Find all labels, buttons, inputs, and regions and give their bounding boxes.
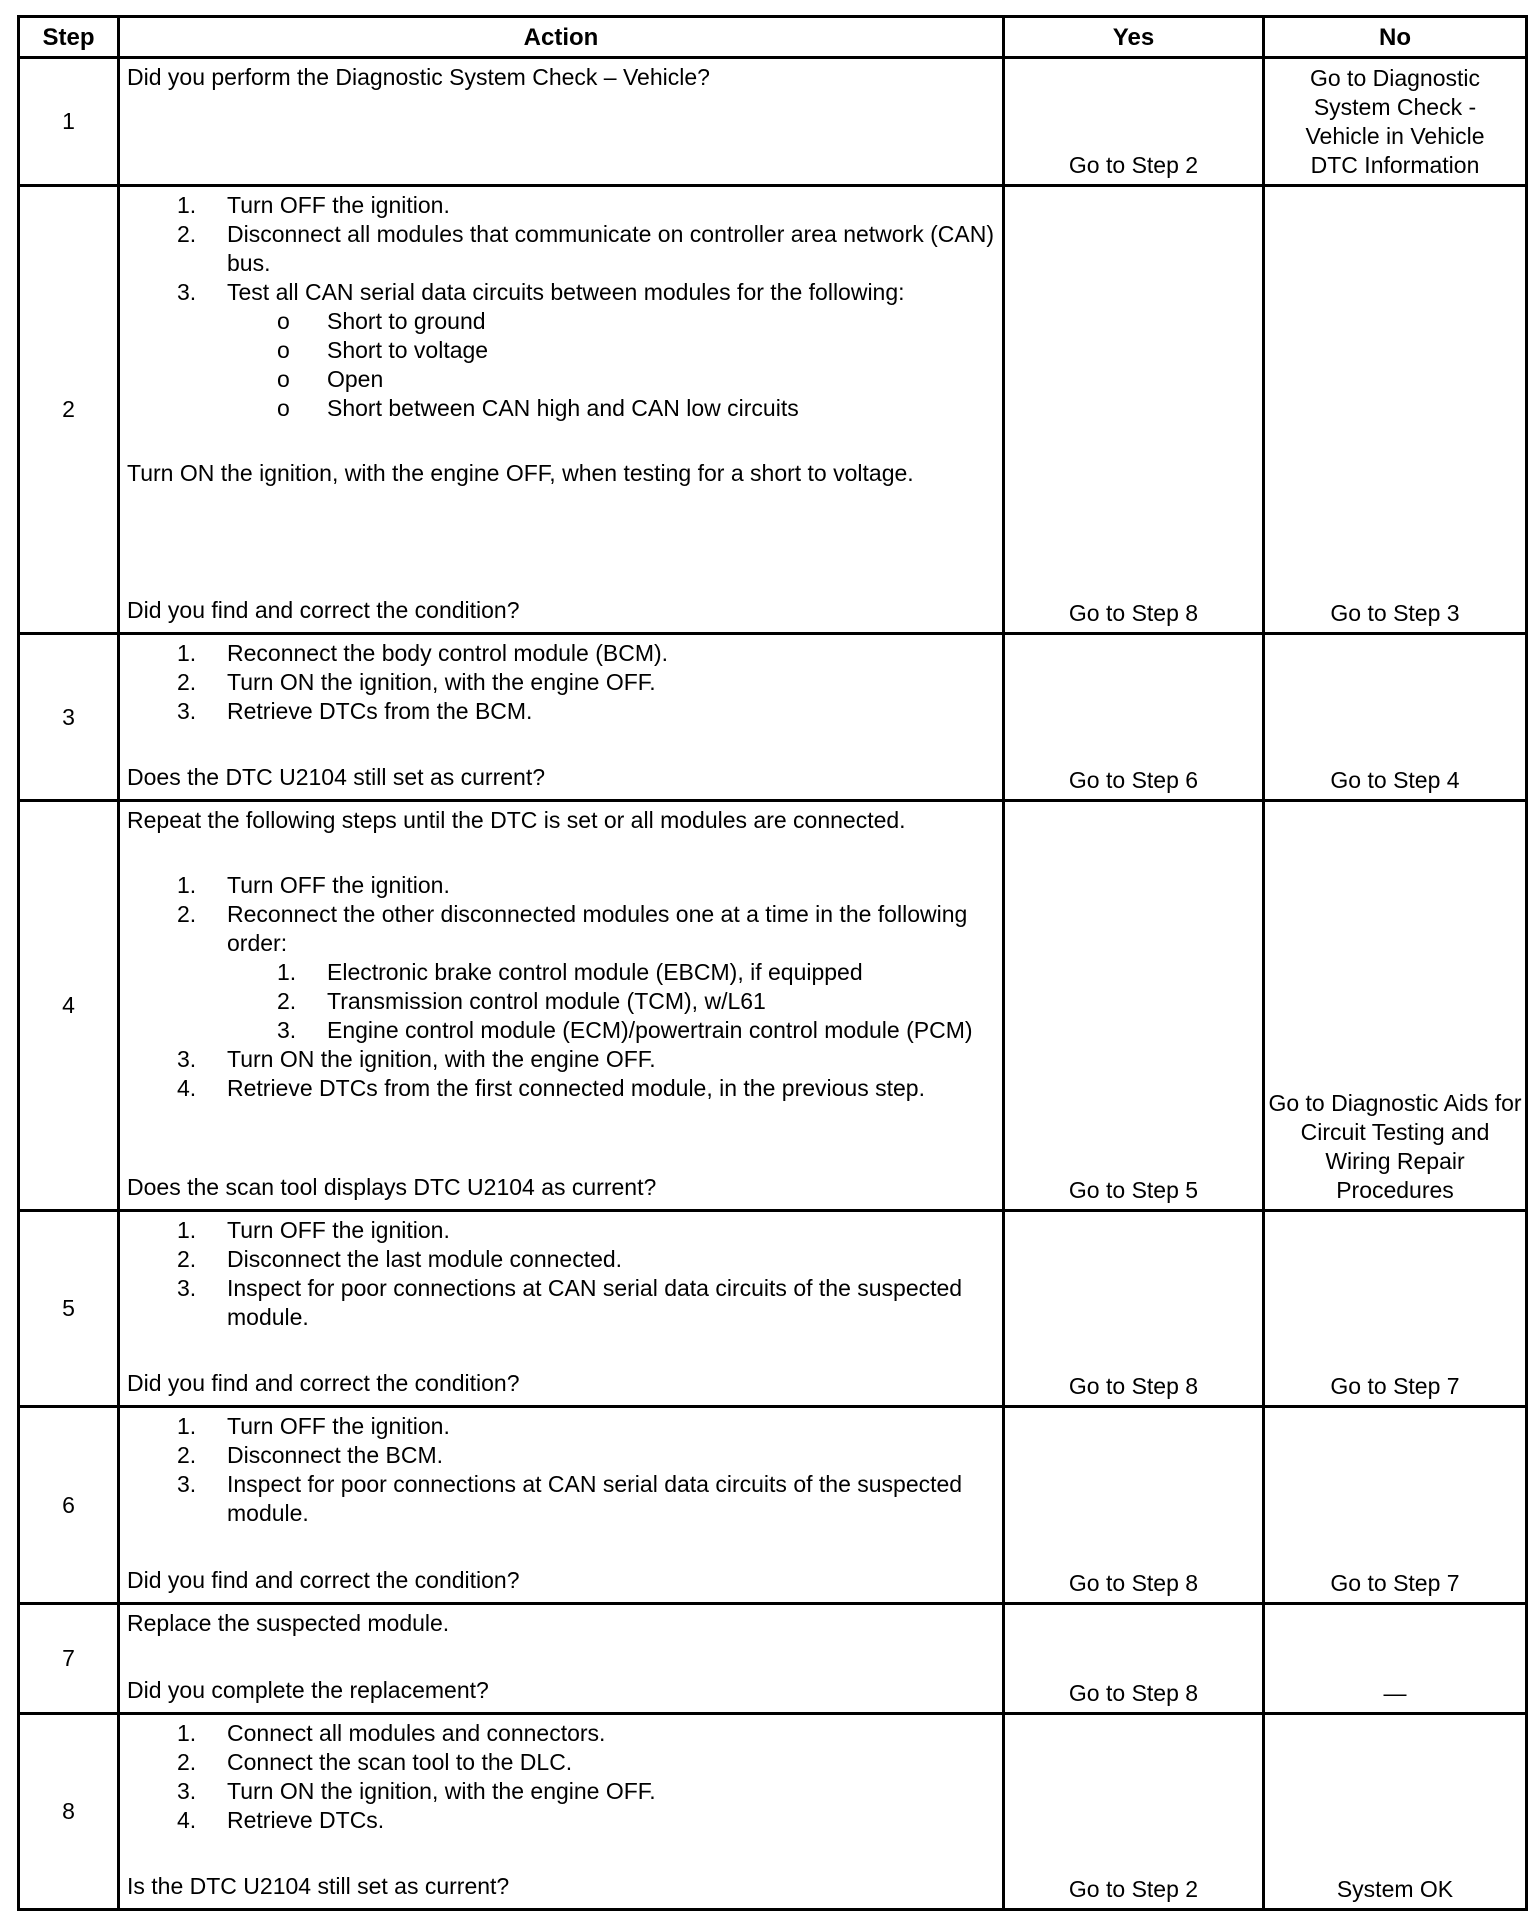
yes-cell: Go to Step 2	[1004, 58, 1264, 186]
list-item: 2. Turn ON the ignition, with the engine OFF.	[177, 669, 656, 695]
list-item: 1. Connect all modules and connectors.	[177, 1720, 606, 1746]
list-item: 3. Inspect for poor connections at CAN serial data circuits of the suspected module.	[177, 1471, 963, 1526]
step-number: 2	[19, 186, 119, 634]
action-steps	[127, 1719, 994, 1835]
list-item: o Short to voltage	[277, 337, 489, 363]
action-question: Does the DTC U2104 still set as current?	[127, 764, 546, 790]
header-no: No	[1264, 17, 1527, 58]
table-row	[19, 58, 1527, 186]
yes-cell: Go to Step 5	[1004, 801, 1264, 1211]
action-question: Did you find and correct the condition?	[127, 1567, 520, 1593]
action-steps	[127, 639, 994, 726]
sub-steps	[127, 958, 994, 1045]
header-row	[19, 17, 1527, 58]
action-steps	[127, 1045, 994, 1103]
header-yes: Yes	[1004, 17, 1264, 58]
list-item: 3. Inspect for poor connections at CAN serial data circuits of the suspected module.	[177, 1275, 963, 1330]
step-number: 1	[19, 58, 119, 186]
list-item: 1. Reconnect the body control module (BCM).	[177, 640, 669, 666]
yes-cell: Go to Step 8	[1004, 1604, 1264, 1714]
list-item: 3. Retrieve DTCs from the BCM.	[177, 698, 533, 724]
table-row	[19, 634, 1527, 801]
step-number: 4	[19, 801, 119, 1211]
list-item: 4. Retrieve DTCs.	[177, 1807, 385, 1833]
action-cell	[119, 801, 1004, 1211]
step-number: 5	[19, 1211, 119, 1407]
table-row	[19, 1211, 1527, 1407]
action-cell	[119, 1407, 1004, 1604]
no-cell: Go to Diagnostic System Check - Vehicle in Vehicle DTC Information	[1264, 58, 1527, 186]
action-cell	[119, 186, 1004, 634]
action-steps	[127, 191, 994, 307]
list-item: o Open	[277, 366, 384, 392]
table-row	[19, 801, 1527, 1211]
list-item: o Short between CAN high and CAN low circuits	[277, 395, 799, 421]
list-item: 1. Turn OFF the ignition.	[177, 1413, 450, 1439]
action-question: Did you find and correct the condition?	[127, 597, 520, 623]
list-item: 3. Turn ON the ignition, with the engine OFF.	[177, 1778, 656, 1804]
table-row	[19, 1407, 1527, 1604]
no-cell: Go to Diagnostic Aids for Circuit Testing and Wiring Repair Procedures	[1264, 801, 1527, 1211]
header-step: Step	[19, 17, 119, 58]
list-item: 3. Engine control module (ECM)/powertrain control module (PCM)	[277, 1017, 973, 1043]
yes-cell: Go to Step 8	[1004, 1211, 1264, 1407]
step-number: 8	[19, 1714, 119, 1910]
list-item: 1. Turn OFF the ignition.	[177, 192, 450, 218]
action-text: Replace the suspected module.	[127, 1610, 450, 1636]
list-item: 2. Transmission control module (TCM), w/L61	[277, 988, 766, 1014]
action-steps	[127, 871, 994, 958]
table-row	[19, 186, 1527, 634]
yes-cell: Go to Step 8	[1004, 1407, 1264, 1604]
yes-cell: Go to Step 6	[1004, 634, 1264, 801]
action-cell	[119, 58, 1004, 186]
list-item: 3. Turn ON the ignition, with the engine OFF.	[177, 1046, 656, 1072]
header-action: Action	[119, 17, 1004, 58]
step-number: 6	[19, 1407, 119, 1604]
action-question: Does the scan tool displays DTC U2104 as current?	[127, 1174, 657, 1200]
sub-bullets	[127, 307, 994, 423]
table-row	[19, 1604, 1527, 1714]
list-item: 4. Retrieve DTCs from the first connected module, in the previous step.	[177, 1075, 925, 1101]
step-number: 3	[19, 634, 119, 801]
list-item: 1. Electronic brake control module (EBCM), if equipped	[277, 959, 863, 985]
list-item: o Short to ground	[277, 308, 486, 334]
action-question: Did you find and correct the condition?	[127, 1370, 520, 1396]
list-item: 1. Turn OFF the ignition.	[177, 872, 450, 898]
no-cell: Go to Step 4	[1264, 634, 1527, 801]
no-cell: —	[1264, 1604, 1527, 1714]
list-item: 1. Turn OFF the ignition.	[177, 1217, 450, 1243]
no-cell: Go to Step 7	[1264, 1211, 1527, 1407]
no-cell: Go to Step 7	[1264, 1407, 1527, 1604]
yes-cell: Go to Step 8	[1004, 186, 1264, 634]
action-cell	[119, 1211, 1004, 1407]
action-text: Did you perform the Diagnostic System Check – Vehicle?	[127, 64, 710, 90]
list-item: 2. Reconnect the other disconnected modules one at a time in the following order:	[177, 901, 968, 956]
action-cell	[119, 1604, 1004, 1714]
action-note: Turn ON the ignition, with the engine OFF, when testing for a short to voltage.	[127, 460, 914, 486]
list-item: 2. Disconnect all modules that communicate on controller area network (CAN) bus.	[177, 221, 994, 276]
list-item: 2. Disconnect the BCM.	[177, 1442, 444, 1468]
action-question: Is the DTC U2104 still set as current?	[127, 1873, 510, 1899]
no-cell: Go to Step 3	[1264, 186, 1527, 634]
list-item: 3. Test all CAN serial data circuits between modules for the following:	[177, 279, 905, 305]
action-steps	[127, 1412, 994, 1528]
yes-cell: Go to Step 2	[1004, 1714, 1264, 1910]
list-item: 2. Connect the scan tool to the DLC.	[177, 1749, 573, 1775]
list-item: 2. Disconnect the last module connected.	[177, 1246, 623, 1272]
table-row	[19, 1714, 1527, 1910]
action-question: Did you complete the replacement?	[127, 1677, 489, 1703]
step-number: 7	[19, 1604, 119, 1714]
action-cell	[119, 1714, 1004, 1910]
action-text: Repeat the following steps until the DTC is set or all modules are connected.	[127, 807, 906, 833]
action-cell	[119, 634, 1004, 801]
diagnostic-table	[17, 15, 1528, 1911]
action-steps	[127, 1216, 994, 1332]
no-cell: System OK	[1264, 1714, 1527, 1910]
